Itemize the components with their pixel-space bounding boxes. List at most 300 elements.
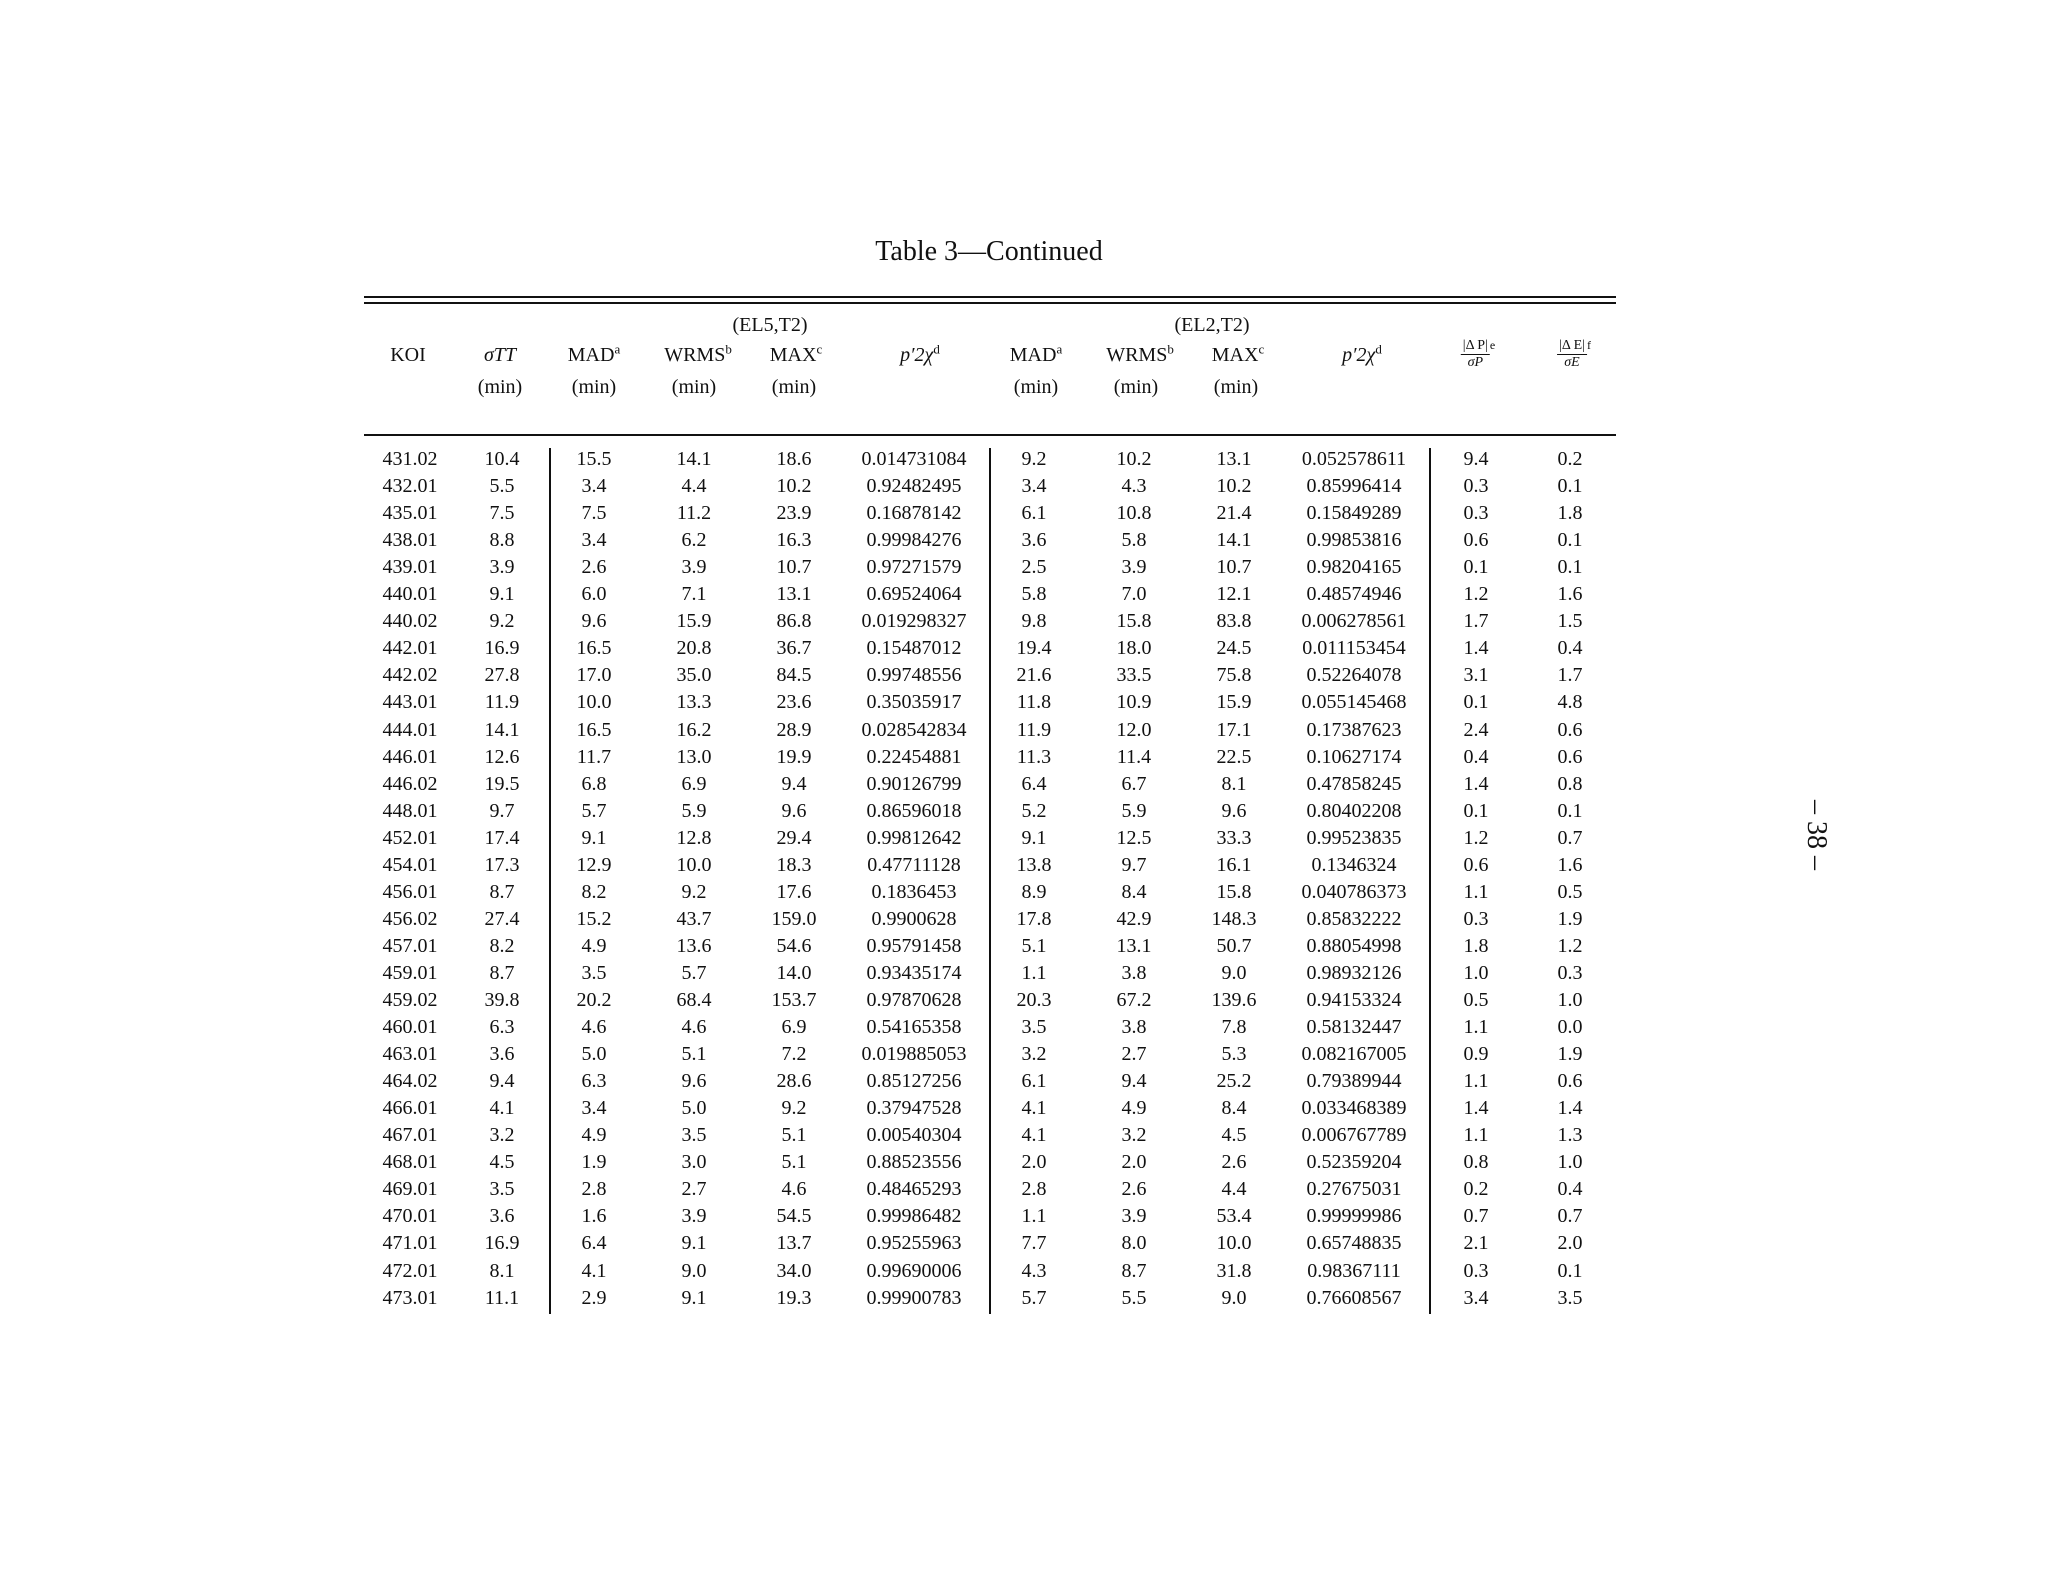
- table-row: [0, 800, 2048, 827]
- cell-wrms-el5: 7.1: [681, 583, 707, 606]
- cell-delta-p: 1.1: [1463, 1016, 1489, 1039]
- cell-sigma-tt: 11.9: [484, 691, 520, 714]
- cell-max-el5: 54.5: [776, 1205, 812, 1228]
- cell-pchi-el2: 0.47858245: [1306, 772, 1402, 795]
- cell-koi: 460.01: [382, 1016, 438, 1039]
- cell-wrms-el5: 13.3: [676, 691, 712, 714]
- cell-koi: 471.01: [382, 1232, 438, 1255]
- cell-max-el2: 7.8: [1221, 1016, 1247, 1039]
- cell-koi: 468.01: [382, 1151, 438, 1174]
- cell-koi: 446.02: [382, 772, 438, 795]
- cell-delta-p: 1.2: [1463, 826, 1489, 849]
- cell-sigma-tt: 8.7: [489, 961, 515, 984]
- cell-sigma-tt: 9.4: [489, 1070, 515, 1093]
- cell-delta-e: 0.0: [1557, 1016, 1583, 1039]
- cell-wrms-el5: 2.7: [681, 1178, 707, 1201]
- cell-mad-el5: 9.6: [581, 610, 607, 633]
- unit-max-2: (min): [1213, 376, 1259, 398]
- cell-mad-el5: 6.4: [581, 1232, 607, 1255]
- cell-pchi-el2: 0.040786373: [1301, 880, 1407, 903]
- cell-max-el5: 18.6: [776, 448, 812, 470]
- cell-max-el2: 50.7: [1216, 934, 1252, 957]
- cell-koi: 442.02: [382, 664, 438, 687]
- unit-wrms-2: (min): [1113, 376, 1159, 398]
- cell-delta-p: 9.4: [1463, 448, 1489, 470]
- cell-sigma-tt: 14.1: [484, 718, 520, 741]
- cell-wrms-el2: 13.1: [1116, 934, 1152, 957]
- cell-max-el2: 12.1: [1216, 583, 1252, 606]
- cell-wrms-el2: 10.2: [1116, 448, 1152, 470]
- cell-max-el5: 9.4: [781, 772, 807, 795]
- cell-mad-el2: 3.5: [1021, 1016, 1047, 1039]
- cell-pchi-el5: 0.019298327: [861, 610, 967, 633]
- cell-pchi-el2: 0.98367111: [1307, 1259, 1401, 1282]
- table-row: [0, 1097, 2048, 1124]
- cell-mad-el2: 1.1: [1021, 1205, 1047, 1228]
- cell-mad-el2: 9.8: [1021, 610, 1047, 633]
- cell-pchi-el5: 0.00540304: [866, 1124, 962, 1147]
- cell-mad-el5: 4.9: [581, 934, 607, 957]
- cell-delta-e: 0.1: [1557, 556, 1583, 579]
- cell-delta-e: 0.7: [1557, 1205, 1583, 1228]
- cell-delta-e: 1.4: [1557, 1097, 1583, 1120]
- cell-mad-el2: 11.8: [1016, 691, 1052, 714]
- cell-delta-p: 0.6: [1463, 853, 1489, 876]
- cell-sigma-tt: 9.7: [489, 799, 515, 822]
- cell-wrms-el2: 2.7: [1121, 1043, 1147, 1066]
- cell-sigma-tt: 3.5: [489, 1178, 515, 1201]
- cell-pchi-el2: 0.10627174: [1306, 745, 1402, 768]
- cell-delta-e: 0.3: [1557, 961, 1583, 984]
- cell-pchi-el5: 0.69524064: [866, 583, 962, 606]
- cell-mad-el2: 8.9: [1021, 880, 1047, 903]
- cell-wrms-el2: 7.0: [1121, 583, 1147, 606]
- cell-max-el2: 139.6: [1211, 989, 1257, 1011]
- col-head-koi: KOI: [390, 344, 426, 366]
- cell-pchi-el2: 0.15849289: [1306, 502, 1402, 525]
- table-row: [0, 583, 2048, 610]
- cell-mad-el5: 16.5: [576, 718, 612, 741]
- cell-sigma-tt: 27.4: [484, 907, 520, 930]
- table-row: [0, 502, 2048, 529]
- cell-max-el5: 13.1: [776, 583, 812, 606]
- table-row: [0, 475, 2048, 502]
- cell-delta-p: 0.2: [1463, 1178, 1489, 1201]
- cell-pchi-el5: 0.22454881: [866, 745, 962, 768]
- group-label-el2: (EL2,T2): [1174, 314, 1250, 336]
- cell-max-el5: 29.4: [776, 826, 812, 849]
- cell-sigma-tt: 5.5: [489, 475, 515, 498]
- cell-sigma-tt: 4.5: [489, 1151, 515, 1174]
- cell-max-el5: 10.2: [776, 475, 812, 498]
- cell-delta-p: 0.9: [1463, 1043, 1489, 1066]
- cell-koi: 440.01: [382, 583, 438, 606]
- cell-max-el5: 36.7: [776, 637, 812, 660]
- cell-max-el5: 19.3: [776, 1286, 812, 1309]
- col-head-wrms-2: WRMS$^b$: [1106, 341, 1174, 366]
- cell-delta-e: 0.5: [1557, 880, 1583, 903]
- cell-delta-p: 0.1: [1463, 799, 1489, 822]
- col-head-max-1: MAX$^c$: [769, 341, 823, 366]
- cell-sigma-tt: 3.6: [489, 1043, 515, 1066]
- cell-pchi-el5: 0.019885053: [861, 1043, 967, 1066]
- col-head-mad-1: MAD$^a$: [567, 341, 621, 366]
- page-number: – 38 –: [1801, 800, 1832, 870]
- table-row: [0, 1260, 2048, 1287]
- cell-delta-e: 1.6: [1557, 583, 1583, 606]
- cell-delta-e: 0.2: [1557, 448, 1583, 470]
- cell-delta-p: 1.1: [1463, 1070, 1489, 1093]
- cell-max-el5: 23.9: [776, 502, 812, 525]
- cell-delta-e: 1.8: [1557, 502, 1583, 525]
- cell-wrms-el2: 2.6: [1121, 1178, 1147, 1201]
- cell-wrms-el5: 9.2: [681, 880, 707, 903]
- table-row: [0, 610, 2048, 637]
- cell-max-el5: 19.9: [776, 745, 812, 768]
- cell-koi: 469.01: [382, 1178, 438, 1201]
- cell-koi: 448.01: [382, 799, 438, 822]
- cell-pchi-el2: 0.011153454: [1302, 637, 1406, 660]
- cell-wrms-el2: 8.7: [1121, 1259, 1147, 1282]
- table-row: [0, 935, 2048, 962]
- cell-delta-e: 0.1: [1557, 1259, 1583, 1282]
- cell-delta-e: 1.9: [1557, 1043, 1583, 1066]
- cell-mad-el5: 20.2: [576, 989, 612, 1011]
- col-head-mad-2: MAD$^a$: [1009, 341, 1063, 366]
- cell-wrms-el5: 3.5: [681, 1124, 707, 1147]
- cell-pchi-el2: 0.98204165: [1306, 556, 1402, 579]
- cell-max-el5: 23.6: [776, 691, 812, 714]
- cell-koi: 452.01: [382, 826, 438, 849]
- cell-mad-el2: 4.3: [1021, 1259, 1047, 1282]
- cell-max-el2: 75.8: [1216, 664, 1252, 687]
- cell-mad-el2: 17.8: [1016, 907, 1052, 930]
- cell-wrms-el2: 9.4: [1121, 1070, 1147, 1093]
- cell-koi: 454.01: [382, 853, 438, 876]
- cell-wrms-el5: 5.0: [681, 1097, 707, 1120]
- table-row: [0, 448, 2048, 475]
- cell-delta-e: 0.1: [1557, 529, 1583, 552]
- cell-mad-el5: 3.4: [581, 529, 607, 552]
- cell-delta-p: 1.4: [1463, 772, 1489, 795]
- cell-max-el5: 34.0: [776, 1259, 812, 1282]
- cell-delta-p: 0.3: [1463, 475, 1489, 498]
- cell-pchi-el5: 0.93435174: [866, 961, 962, 984]
- cell-mad-el5: 6.8: [581, 772, 607, 795]
- cell-wrms-el5: 20.8: [676, 637, 712, 660]
- cell-wrms-el5: 43.7: [676, 907, 712, 930]
- cell-sigma-tt: 16.9: [484, 637, 520, 660]
- cell-delta-p: 3.4: [1463, 1286, 1489, 1309]
- cell-pchi-el2: 0.65748835: [1306, 1232, 1402, 1255]
- table-row: [0, 1205, 2048, 1232]
- cell-koi: 470.01: [382, 1205, 438, 1228]
- cell-wrms-el5: 35.0: [676, 664, 712, 687]
- top-rule: [364, 296, 1616, 298]
- cell-wrms-el2: 12.5: [1116, 826, 1152, 849]
- cell-sigma-tt: 8.8: [489, 529, 515, 552]
- table-row: [0, 773, 2048, 800]
- cell-koi: 457.01: [382, 934, 438, 957]
- cell-pchi-el2: 0.99999986: [1306, 1205, 1402, 1228]
- cell-wrms-el2: 67.2: [1116, 989, 1152, 1011]
- table-row: [0, 827, 2048, 854]
- cell-mad-el2: 11.9: [1016, 718, 1052, 741]
- table-row: [0, 1124, 2048, 1151]
- cell-wrms-el2: 3.9: [1121, 556, 1147, 579]
- cell-koi: 472.01: [382, 1259, 438, 1282]
- cell-max-el2: 4.5: [1221, 1124, 1247, 1147]
- cell-mad-el2: 6.4: [1021, 772, 1047, 795]
- cell-pchi-el5: 0.99900783: [866, 1286, 962, 1309]
- cell-pchi-el5: 0.37947528: [866, 1097, 962, 1120]
- table-title: Table 3—Continued: [875, 236, 1103, 267]
- cell-wrms-el2: 5.5: [1121, 1286, 1147, 1309]
- cell-mad-el5: 4.6: [581, 1016, 607, 1039]
- cell-delta-e: 0.6: [1557, 1070, 1583, 1093]
- col-head-sigma: σTT: [483, 344, 517, 366]
- cell-delta-e: 0.1: [1557, 475, 1583, 498]
- cell-wrms-el5: 3.0: [681, 1151, 707, 1174]
- cell-pchi-el5: 0.90126799: [866, 772, 962, 795]
- cell-sigma-tt: 11.1: [484, 1286, 520, 1309]
- cell-sigma-tt: 16.9: [484, 1232, 520, 1255]
- cell-delta-p: 1.1: [1463, 880, 1489, 903]
- cell-pchi-el5: 0.1836453: [871, 880, 957, 903]
- cell-delta-e: 0.7: [1557, 826, 1583, 849]
- cell-mad-el2: 4.1: [1021, 1097, 1047, 1120]
- cell-wrms-el5: 11.2: [676, 502, 712, 525]
- cell-max-el5: 84.5: [776, 664, 812, 687]
- cell-pchi-el2: 0.48574946: [1306, 583, 1402, 606]
- table-row: [0, 556, 2048, 583]
- cell-max-el2: 53.4: [1216, 1205, 1252, 1228]
- cell-koi: 446.01: [382, 745, 438, 768]
- col-head-max-2: MAX$^c$: [1211, 341, 1265, 366]
- cell-koi: 467.01: [382, 1124, 438, 1147]
- cell-max-el2: 10.7: [1216, 556, 1252, 579]
- cell-sigma-tt: 9.2: [489, 610, 515, 633]
- table-row: [0, 1151, 2048, 1178]
- cell-mad-el5: 1.6: [581, 1205, 607, 1228]
- cell-mad-el5: 1.9: [581, 1151, 607, 1174]
- cell-wrms-el5: 6.9: [681, 772, 707, 795]
- cell-mad-el5: 6.0: [581, 583, 607, 606]
- cell-mad-el5: 3.4: [581, 475, 607, 498]
- table-row: [0, 1232, 2048, 1259]
- cell-koi: 463.01: [382, 1043, 438, 1066]
- cell-max-el2: 10.2: [1216, 475, 1252, 498]
- table-row: [0, 1070, 2048, 1097]
- cell-wrms-el5: 13.6: [676, 934, 712, 957]
- cell-mad-el2: 5.2: [1021, 799, 1047, 822]
- cell-mad-el2: 20.3: [1016, 989, 1052, 1011]
- cell-pchi-el2: 0.006278561: [1301, 610, 1407, 633]
- cell-wrms-el2: 33.5: [1116, 664, 1152, 687]
- cell-mad-el2: 6.1: [1021, 502, 1047, 525]
- cell-koi: 466.01: [382, 1097, 438, 1120]
- cell-wrms-el2: 5.9: [1121, 799, 1147, 822]
- cell-sigma-tt: 27.8: [484, 664, 520, 687]
- cell-max-el2: 9.0: [1221, 1286, 1247, 1309]
- cell-koi: 456.02: [382, 907, 438, 930]
- cell-wrms-el5: 9.1: [681, 1286, 707, 1309]
- cell-max-el2: 5.3: [1221, 1043, 1247, 1066]
- unit-mad-2: (min): [1013, 376, 1059, 398]
- cell-wrms-el2: 15.8: [1116, 610, 1152, 633]
- cell-delta-p: 0.1: [1463, 556, 1489, 579]
- cell-mad-el2: 4.1: [1021, 1124, 1047, 1147]
- cell-max-el5: 5.1: [781, 1151, 807, 1174]
- cell-wrms-el2: 9.7: [1121, 853, 1147, 876]
- cell-max-el2: 2.6: [1221, 1151, 1247, 1174]
- cell-delta-e: 1.6: [1557, 853, 1583, 876]
- cell-max-el2: 24.5: [1216, 637, 1252, 660]
- table-row: [0, 1016, 2048, 1043]
- cell-mad-el2: 3.2: [1021, 1043, 1047, 1066]
- cell-wrms-el2: 6.7: [1121, 772, 1147, 795]
- cell-mad-el5: 7.5: [581, 502, 607, 525]
- cell-max-el2: 16.1: [1216, 853, 1252, 876]
- cell-delta-p: 1.2: [1463, 583, 1489, 606]
- cell-mad-el5: 4.1: [581, 1259, 607, 1282]
- cell-sigma-tt: 6.3: [489, 1016, 515, 1039]
- cell-max-el5: 10.7: [776, 556, 812, 579]
- cell-sigma-tt: 19.5: [484, 772, 520, 795]
- cell-koi: 439.01: [382, 556, 438, 579]
- cell-wrms-el5: 13.0: [676, 745, 712, 768]
- cell-mad-el5: 3.5: [581, 961, 607, 984]
- table-row: [0, 664, 2048, 691]
- cell-pchi-el5: 0.97870628: [866, 989, 962, 1011]
- cell-pchi-el2: 0.94153324: [1306, 989, 1402, 1011]
- cell-pchi-el2: 0.88054998: [1306, 934, 1402, 957]
- cell-delta-e: 4.8: [1557, 691, 1583, 714]
- cell-pchi-el5: 0.99748556: [866, 664, 962, 687]
- cell-wrms-el5: 14.1: [676, 448, 712, 470]
- table-row: [0, 881, 2048, 908]
- cell-wrms-el2: 3.2: [1121, 1124, 1147, 1147]
- cell-mad-el2: 3.4: [1021, 475, 1047, 498]
- cell-pchi-el2: 0.033468389: [1301, 1097, 1407, 1120]
- table-row: [0, 962, 2048, 989]
- cell-delta-e: 1.0: [1557, 1151, 1583, 1174]
- cell-pchi-el2: 0.79389944: [1306, 1070, 1402, 1093]
- cell-mad-el2: 2.0: [1021, 1151, 1047, 1174]
- unit-sigma: (min): [477, 376, 523, 398]
- cell-delta-e: 1.7: [1557, 664, 1583, 687]
- cell-mad-el5: 11.7: [576, 745, 612, 768]
- cell-mad-el2: 2.5: [1021, 556, 1047, 579]
- cell-delta-p: 1.4: [1463, 637, 1489, 660]
- cell-max-el5: 28.9: [776, 718, 812, 741]
- cell-delta-p: 0.5: [1463, 989, 1489, 1011]
- cell-delta-e: 0.4: [1557, 637, 1583, 660]
- cell-sigma-tt: 8.7: [489, 880, 515, 903]
- cell-pchi-el5: 0.99984276: [866, 529, 962, 552]
- unit-wrms-1: (min): [671, 376, 717, 398]
- top-rule-double: [364, 302, 1616, 304]
- cell-wrms-el2: 18.0: [1116, 637, 1152, 660]
- cell-pchi-el5: 0.54165358: [866, 1016, 962, 1039]
- cell-mad-el5: 6.3: [581, 1070, 607, 1093]
- cell-wrms-el5: 3.9: [681, 1205, 707, 1228]
- cell-pchi-el2: 0.85996414: [1306, 475, 1402, 498]
- cell-mad-el2: 13.8: [1016, 853, 1052, 876]
- cell-mad-el5: 10.0: [576, 691, 612, 714]
- cell-delta-e: 0.6: [1557, 718, 1583, 741]
- cell-max-el5: 5.1: [781, 1124, 807, 1147]
- cell-max-el2: 10.0: [1216, 1232, 1252, 1255]
- cell-pchi-el2: 0.98932126: [1306, 961, 1402, 984]
- cell-max-el2: 33.3: [1216, 826, 1252, 849]
- cell-sigma-tt: 10.4: [484, 448, 520, 470]
- cell-max-el2: 14.1: [1216, 529, 1252, 552]
- cell-pchi-el5: 0.014731084: [861, 448, 967, 470]
- cell-mad-el5: 2.8: [581, 1178, 607, 1201]
- cell-wrms-el2: 4.3: [1121, 475, 1147, 498]
- cell-max-el5: 13.7: [776, 1232, 812, 1255]
- cell-delta-p: 0.1: [1463, 691, 1489, 714]
- table-row: [0, 691, 2048, 718]
- cell-pchi-el5: 0.95791458: [866, 934, 962, 957]
- cell-pchi-el5: 0.88523556: [866, 1151, 962, 1174]
- cell-delta-p: 3.1: [1463, 664, 1489, 687]
- cell-pchi-el2: 0.52264078: [1306, 664, 1402, 687]
- cell-wrms-el2: 11.4: [1116, 745, 1152, 768]
- cell-wrms-el5: 9.0: [681, 1259, 707, 1282]
- cell-mad-el2: 5.1: [1021, 934, 1047, 957]
- cell-sigma-tt: 4.1: [489, 1097, 515, 1120]
- unit-mad-1: (min): [571, 376, 617, 398]
- cell-mad-el5: 2.6: [581, 556, 607, 579]
- cell-mad-el2: 11.3: [1016, 745, 1052, 768]
- cell-koi: 442.01: [382, 637, 438, 660]
- cell-pchi-el2: 0.76608567: [1306, 1286, 1402, 1309]
- cell-mad-el2: 3.6: [1021, 529, 1047, 552]
- cell-max-el5: 9.2: [781, 1097, 807, 1120]
- cell-pchi-el5: 0.35035917: [866, 691, 962, 714]
- cell-delta-e: 0.8: [1557, 772, 1583, 795]
- cell-max-el2: 8.4: [1221, 1097, 1247, 1120]
- cell-max-el5: 28.6: [776, 1070, 812, 1093]
- cell-max-el5: 16.3: [776, 529, 812, 552]
- cell-koi: 456.01: [382, 880, 438, 903]
- cell-mad-el5: 5.7: [581, 799, 607, 822]
- cell-pchi-el2: 0.27675031: [1306, 1178, 1402, 1201]
- cell-koi: 459.01: [382, 961, 438, 984]
- table-row: [0, 719, 2048, 746]
- cell-delta-p: 0.6: [1463, 529, 1489, 552]
- cell-koi: 435.01: [382, 502, 438, 525]
- cell-pchi-el2: 0.055145468: [1301, 691, 1407, 714]
- cell-wrms-el5: 5.9: [681, 799, 707, 822]
- cell-pchi-el5: 0.92482495: [866, 475, 962, 498]
- cell-sigma-tt: 9.1: [489, 583, 515, 606]
- cell-pchi-el5: 0.15487012: [866, 637, 962, 660]
- cell-wrms-el2: 5.8: [1121, 529, 1147, 552]
- cell-koi: 440.02: [382, 610, 438, 633]
- cell-mad-el2: 7.7: [1021, 1232, 1047, 1255]
- cell-sigma-tt: 3.9: [489, 556, 515, 579]
- cell-pchi-el2: 0.52359204: [1306, 1151, 1402, 1174]
- cell-delta-p: 0.4: [1463, 745, 1489, 768]
- cell-wrms-el5: 3.9: [681, 556, 707, 579]
- cell-mad-el5: 15.5: [576, 448, 612, 470]
- cell-max-el5: 6.9: [781, 1016, 807, 1039]
- header-rule: [364, 434, 1616, 436]
- unit-max-1: (min): [771, 376, 817, 398]
